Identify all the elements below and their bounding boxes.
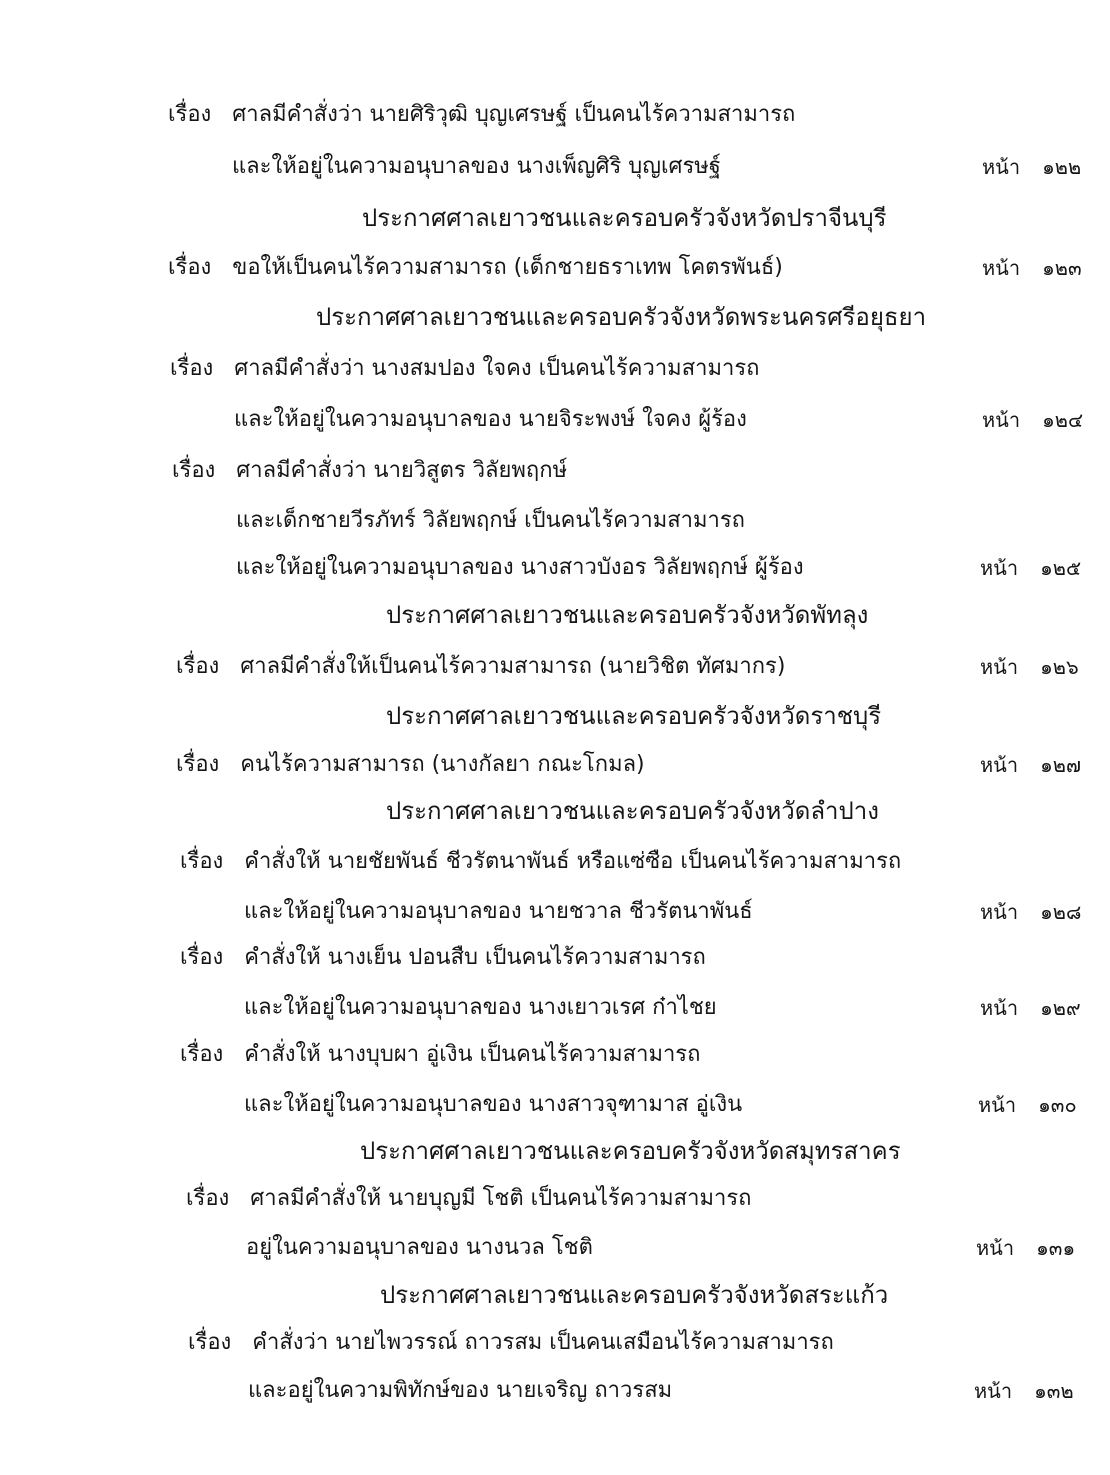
entry-text: ศาลมีคำสั่งว่า นายวิสูตร วิลัยพฤกษ์ xyxy=(236,458,568,483)
entry-text: คำสั่งว่า นายไพวรรณ์ ถาวรสม เป็นคนเสมือนไร้ความสามารถ xyxy=(252,1330,834,1355)
entry-continuation-line: และเด็กชายวีรภัทร์ วิลัยพฤกษ์ เป็นคนไร้ความสามารถ xyxy=(236,508,745,533)
page-number: ๑๓๐ xyxy=(1038,1093,1077,1117)
entry-label: เรื่อง xyxy=(176,654,220,679)
page-reference xyxy=(980,652,1079,682)
section-heading: ประกาศศาลเยาวชนและครอบครัวจังหวัดพัทลุง xyxy=(386,601,869,629)
entry-text: ศาลมีคำสั่งให้ นายบุญมี โชติ เป็นคนไร้ความสามารถ xyxy=(250,1186,752,1211)
entry-label: เรื่อง xyxy=(180,1042,224,1067)
page-reference xyxy=(974,1376,1074,1406)
entry-label: เรื่อง xyxy=(176,752,220,777)
entry-first-line xyxy=(188,1328,834,1358)
section-heading: ประกาศศาลเยาวชนและครอบครัวจังหวัดสระแก้ว xyxy=(380,1281,889,1309)
entry-text: ขอให้เป็นคนไร้ความสามารถ (เด็กชายธราเทพ โคตรพันธ์) xyxy=(232,255,783,280)
entry-first-line xyxy=(176,750,645,780)
entry-text: ศาลมีคำสั่งว่า นายศิริวุฒิ บุญเศรษฐ์ เป็นคนไร้ความสามารถ xyxy=(232,102,796,127)
page-number: ๑๓๑ xyxy=(1036,1236,1076,1260)
section-heading: ประกาศศาลเยาวชนและครอบครัวจังหวัดพระนครศรีอยุธยา xyxy=(316,303,927,331)
entry-continuation-line: และให้อยู่ในความอนุบาลของ นางเพ็ญศิริ บุญเศรษฐ์ xyxy=(232,154,721,179)
page-label: หน้า xyxy=(980,753,1019,777)
page-number: ๑๒๕ xyxy=(1040,556,1082,580)
section-heading: ประกาศศาลเยาวชนและครอบครัวจังหวัดราชบุรี xyxy=(386,702,882,730)
page-number: ๑๓๒ xyxy=(1034,1379,1074,1403)
page-label: หน้า xyxy=(982,155,1021,179)
entry-label: เรื่อง xyxy=(186,1186,230,1211)
entry-label: เรื่อง xyxy=(188,1330,232,1355)
entry-label: เรื่อง xyxy=(168,255,212,280)
page-label: หน้า xyxy=(974,1379,1013,1403)
entry-first-line xyxy=(186,1184,751,1214)
page-number: ๑๒๓ xyxy=(1042,256,1082,280)
entry-continuation-line: อยู่ในความอนุบาลของ นางนวล โชติ xyxy=(246,1235,593,1260)
section-heading: ประกาศศาลเยาวชนและครอบครัวจังหวัดสมุทรสาคร xyxy=(360,1137,901,1165)
page-number: ๑๒๙ xyxy=(1040,996,1081,1020)
section-heading: ประกาศศาลเยาวชนและครอบครัวจังหวัดปราจีนบุรี xyxy=(362,204,887,232)
page-reference xyxy=(980,750,1081,780)
page-reference xyxy=(978,1090,1077,1120)
section-heading: ประกาศศาลเยาวชนและครอบครัวจังหวัดลำปาง xyxy=(386,797,879,825)
page-number: ๑๒๔ xyxy=(1042,408,1084,432)
entry-continuation-line: และให้อยู่ในความอนุบาลของ นายจิระพงษ์ ใจคง ผู้ร้อง xyxy=(234,407,747,432)
entry-text: คำสั่งให้ นางบุบผา อู่เงิน เป็นคนไร้ความสามารถ xyxy=(244,1042,701,1067)
entry-label: เรื่อง xyxy=(170,356,214,381)
page-reference xyxy=(982,253,1082,283)
page-label: หน้า xyxy=(978,1093,1017,1117)
entry-text: คนไร้ความสามารถ (นางกัลยา กณะโกมล) xyxy=(240,752,645,777)
entry-first-line xyxy=(180,1040,700,1070)
entry-continuation-line: และให้อยู่ในความอนุบาลของ นางสาวจุฑามาส อู่เงิน xyxy=(244,1092,743,1117)
page-reference xyxy=(982,152,1081,182)
page-label: หน้า xyxy=(980,900,1019,924)
page-number: ๑๒๒ xyxy=(1042,155,1082,179)
page-number: ๑๒๘ xyxy=(1040,900,1082,924)
page-label: หน้า xyxy=(980,655,1019,679)
entry-first-line xyxy=(180,943,706,973)
page-reference xyxy=(976,1233,1075,1263)
page-number: ๑๒๗ xyxy=(1040,753,1082,777)
entry-first-line xyxy=(170,354,759,384)
entry-first-line xyxy=(176,652,785,682)
entry-continuation-line: และให้อยู่ในความอนุบาลของ นางเยาวเรศ ก๋าไชย xyxy=(244,995,717,1020)
page-reference xyxy=(982,405,1083,435)
entry-first-line xyxy=(180,847,901,877)
page-reference xyxy=(980,993,1081,1023)
page-reference xyxy=(980,897,1081,927)
entry-label: เรื่อง xyxy=(168,102,212,127)
entry-first-line xyxy=(168,100,795,130)
page-reference xyxy=(980,553,1081,583)
entry-continuation-line: และอยู่ในความพิทักษ์ของ นายเจริญ ถาวรสม xyxy=(248,1378,673,1403)
entry-continuation-line: และให้อยู่ในความอนุบาลของ นายชวาล ชีวรัตนาพันธ์ xyxy=(244,899,753,924)
page-label: หน้า xyxy=(980,556,1019,580)
entry-label: เรื่อง xyxy=(172,458,216,483)
entry-label: เรื่อง xyxy=(180,945,224,970)
entry-first-line xyxy=(172,456,567,486)
entry-text: คำสั่งให้ นายชัยพันธ์ ชีวรัตนาพันธ์ หรือแซ่ซือ เป็นคนไร้ความสามารถ xyxy=(244,849,902,874)
page-label: หน้า xyxy=(982,256,1021,280)
entry-continuation-line: และให้อยู่ในความอนุบาลของ นางสาวบังอร วิลัยพฤกษ์ ผู้ร้อง xyxy=(236,555,804,580)
entry-label: เรื่อง xyxy=(180,849,224,874)
entry-text: คำสั่งให้ นางเย็น ปอนสืบ เป็นคนไร้ความสามารถ xyxy=(244,945,706,970)
entry-first-line xyxy=(168,253,783,283)
entry-text: ศาลมีคำสั่งให้เป็นคนไร้ความสามารถ (นายวิชิต ทัศมากร) xyxy=(240,654,786,679)
page-label: หน้า xyxy=(976,1236,1015,1260)
page-label: หน้า xyxy=(980,996,1019,1020)
entry-text: ศาลมีคำสั่งว่า นางสมปอง ใจคง เป็นคนไร้ความสามารถ xyxy=(234,356,760,381)
page-label: หน้า xyxy=(982,408,1021,432)
page-number: ๑๒๖ xyxy=(1040,655,1079,679)
